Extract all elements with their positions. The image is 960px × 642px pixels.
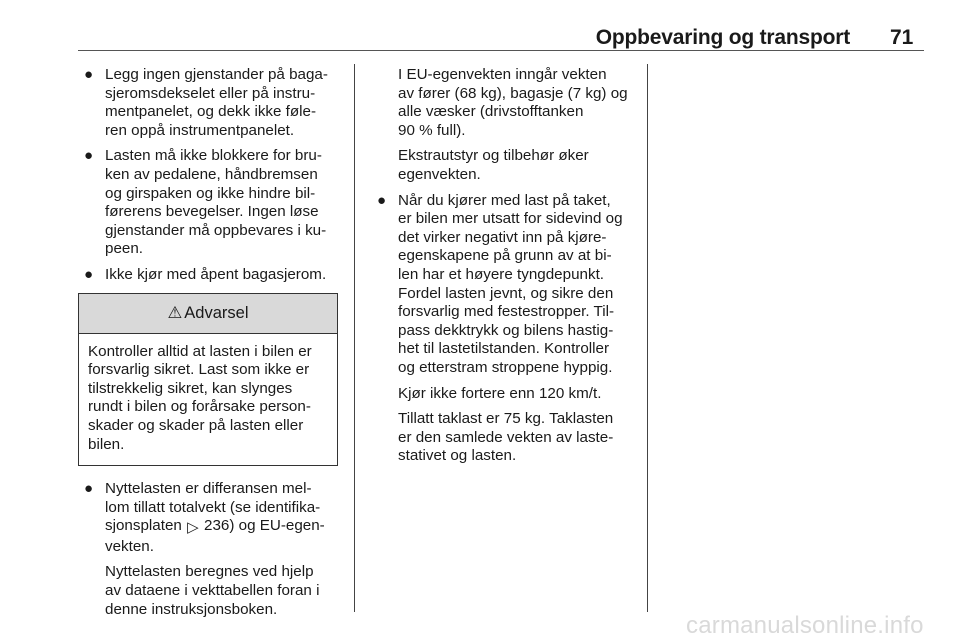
text-line: het til lastetilstanden. Kontroller (398, 340, 610, 358)
text-line: sjeromsdekselet eller på instru- (105, 84, 316, 102)
text-line: ren oppå instrumentpanelet. (105, 121, 295, 139)
list-item (78, 266, 340, 285)
text-line: pass dekktrykk og bilens hastig- (398, 321, 614, 339)
text-line: er den samlede vekten av laste- (398, 428, 614, 446)
text-line: 90 % full). (398, 121, 466, 139)
bullet-icon: ● (84, 66, 94, 83)
page-reference-arrow-icon: ▷ (187, 519, 199, 537)
list-item (371, 192, 639, 466)
text-line: mentpanelet, og dekk ikke føle- (105, 103, 317, 121)
text-line: len har et høyere tyngdepunkt. (398, 265, 605, 283)
page-reference-link[interactable]: 236) og EU-egen- (204, 517, 325, 535)
bullet-icon: ● (84, 147, 94, 165)
text-line: Lasten må ikke blokkere for bru- (105, 147, 322, 165)
text-line: ken av pedalene, håndbremsen (105, 165, 318, 183)
bullet-icon: ● (377, 191, 387, 209)
text-line: Legg ingen gjenstander på baga- (105, 66, 328, 83)
page-title: Oppbevaring og transport (595, 26, 850, 49)
text-fragment: sjonsplaten (105, 517, 182, 535)
list-item (78, 147, 340, 259)
text-line: peen. (105, 240, 144, 258)
text-line: av dataene i vekttabellen foran i (105, 582, 320, 600)
text-line: skader og skader på lasten eller (88, 416, 304, 434)
text-line: vekten. (105, 537, 154, 555)
text-line: Nyttelasten er differansen mel- (105, 480, 312, 498)
text-line: alle væsker (drivstofftanken (398, 103, 584, 121)
text-line: egenskapene på grunn av at bi- (398, 247, 612, 265)
column-divider-2 (647, 64, 648, 612)
warning-box (78, 293, 338, 467)
text-line (105, 517, 340, 538)
warning-header (79, 294, 337, 334)
watermark: carmanualsonline.info (686, 612, 924, 639)
warning-body (79, 334, 337, 466)
bullet-icon: ● (84, 265, 94, 283)
header-divider (78, 50, 924, 51)
text-line: av fører (68 kg), bagasje (7 kg) og (398, 84, 628, 102)
text-line: Ikke kjør med åpent bagasjerom. (105, 265, 327, 283)
text-line: Kontroller alltid at lasten i bilen er (88, 342, 312, 360)
text-line: Fordel lasten jevnt, og sikre den (398, 284, 614, 302)
text-line: rundt i bilen og forårsake person- (88, 398, 311, 416)
column-divider-1 (354, 64, 355, 612)
left-column (78, 66, 340, 619)
text-line: tilstrekkelig sikret, kan slynges (88, 379, 293, 397)
text-line: førerens bevegelser. Ingen løse (105, 203, 319, 221)
text-line: gjenstander må oppbevares i ku- (105, 221, 327, 239)
text-line: Ekstrautstyr og tilbehør øker (398, 147, 589, 165)
text-line: I EU-egenvekten inngår vekten (398, 66, 607, 83)
list-item (78, 66, 340, 140)
text-line: Tillatt taklast er 75 kg. Taklasten (398, 410, 614, 428)
text-line: stativet og lasten. (398, 447, 517, 465)
text-line: forsvarlig sikret. Last som ikke er (88, 361, 310, 379)
middle-column (371, 66, 639, 466)
page-number: 71 (890, 26, 914, 49)
warning-heading: Advarsel (184, 303, 249, 322)
text-line: forsvarlig med festestropper. Til- (398, 303, 615, 321)
text-line: og etterstram stroppene hyppig. (398, 358, 613, 376)
text-line: Kjør ikke fortere enn 120 km/t. (398, 384, 602, 402)
warning-triangle-icon: ⚠ (167, 303, 183, 322)
text-line: egenvekten. (398, 165, 481, 183)
text-line: er bilen mer utsatt for sidevind og (398, 210, 623, 228)
text-line: Når du kjører med last på taket, (398, 191, 611, 209)
text-line: det virker negativt inn på kjøre- (398, 228, 607, 246)
text-line: Nyttelasten beregnes ved hjelp (105, 563, 314, 581)
bullet-icon: ● (84, 480, 94, 498)
list-item (78, 480, 340, 619)
text-line: og girspaken og ikke hindre bil- (105, 184, 316, 202)
text-line: denne instruksjonsboken. (105, 600, 278, 618)
paragraph (371, 66, 639, 185)
text-line: bilen. (88, 435, 125, 453)
text-line: lom tillatt totalvekt (se identifika- (105, 498, 321, 516)
